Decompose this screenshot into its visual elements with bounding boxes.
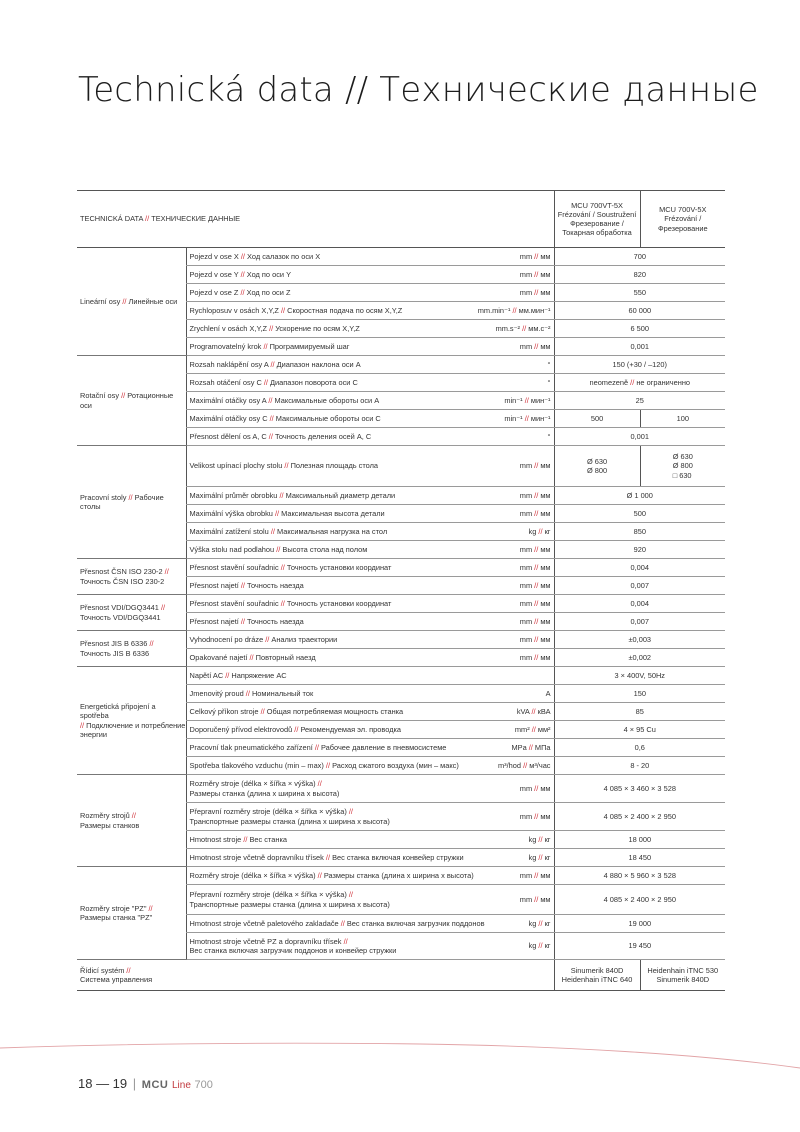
row-value: 0,004 [554,559,725,577]
page-numbers: 18 — 19 [78,1076,128,1091]
technical-data-table [77,190,725,991]
row-label: Spotřeba tlakového vzduchu (min – max) // Расход сжатого воздуха (мин – макс) [186,757,407,775]
row-value: ±0,003 [554,631,725,649]
page-title: Technická data // Технические данные [78,70,759,110]
row-unit: ° [407,428,554,446]
row-label: Maximální výška obrobku // Максимальная высота детали [186,505,407,523]
row-label: Maximální otáčky osy A // Максимальные обороты оси A [186,392,407,410]
row-value: 18 450 [554,849,725,867]
row-unit: mm // мм [407,775,554,803]
row-label: Rychloposuv v osách X,Y,Z // Скоростная подача по осям X,Y,Z [186,302,407,320]
table-row [77,248,725,266]
row-value: 850 [554,523,725,541]
row-unit: mm // мм [407,487,554,505]
group-linear-axes: Lineární osy // Линейные оси [77,248,186,356]
row-label: Doporučený přívod elektrovodů // Рекомендуемая эл. проводка [186,721,407,739]
row-label: Rozměry stroje (délka × šířka × výška) // Размеры станка (длина x ширина x высота) [186,775,407,803]
brand-line: Line [171,1080,191,1091]
row-unit: mm // мм [407,595,554,613]
row-unit: kg // кг [407,915,554,933]
row-value-vt: Ø 630 Ø 800 [554,446,640,487]
row-value: 4 085 × 2 400 × 2 950 [554,803,725,831]
table-header [77,191,725,248]
row-value-vt: 500 [554,410,640,428]
row-unit: mm // мм [407,559,554,577]
row-unit: m³/hod // м³/час [407,757,554,775]
row-label: Pracovní tlak pneumatického zařízení // Рабочее давление в пневмосистеме [186,739,407,757]
row-label: Velikost upínací plochy stolu // Полезная площадь стола [186,446,407,487]
header-title: TECHNICKÁ DATA // ТЕХНИЧЕСКИЕ ДАННЫЕ [77,191,554,248]
table-row [77,356,725,374]
brand-mcu: MCU [141,1079,169,1091]
group-pz-dimensions: Rozměry stroje "PZ" // Размеры станка "PZ" [77,867,186,960]
row-label: Přesnost najetí // Точность наезда [186,613,407,631]
row-value: 8 - 20 [554,757,725,775]
row-unit: mm // мм [407,885,554,915]
row-label: Zrychlení v osách X,Y,Z // Ускорение по осям X,Y,Z [186,320,407,338]
row-value: 0,004 [554,595,725,613]
row-unit: kVA // кВА [407,703,554,721]
row-unit: mm // мм [407,284,554,302]
row-label: Maximální zatížení stolu // Максимальная нагрузка на стол [186,523,407,541]
row-value: 700 [554,248,725,266]
row-unit: kg // кг [407,831,554,849]
row-value: 18 000 [554,831,725,849]
table-row [77,667,725,685]
row-unit: MPa // МПа [407,739,554,757]
table-row [77,631,725,649]
row-label: Jmenovitý proud // Номинальный ток [186,685,407,703]
table-row [77,867,725,885]
control-value-vt: Sinumerik 840D Heidenhain iTNC 640 [554,960,640,991]
row-value: 0,007 [554,577,725,595]
table-row [77,559,725,577]
row-label: Přepravní rozměry stroje (délka × šířka × výška) // Транспортные размеры станка (длина x ширина x высота) [186,885,407,915]
group-accuracy-jis: Přesnost JIS B 6336 // Точность JIS B 6336 [77,631,186,667]
row-value: ±0,002 [554,649,725,667]
row-value: 6 500 [554,320,725,338]
row-label: Napětí AC // Напряжение AC [186,667,407,685]
row-value: 19 000 [554,915,725,933]
row-value: 85 [554,703,725,721]
row-unit: mm // мм [407,613,554,631]
row-label: Hmotnost stroje // Вес станка [186,831,407,849]
group-work-tables: Pracovní stoly // Рабочие столы [77,446,186,559]
row-value: 19 450 [554,933,725,960]
row-unit: mm.s⁻² // мм.с⁻² [407,320,554,338]
row-unit: kg // кг [407,849,554,867]
row-value: 920 [554,541,725,559]
row-unit: ° [407,374,554,392]
row-label: Pojezd v ose Z // Ход по оси Z [186,284,407,302]
row-unit: mm // мм [407,248,554,266]
row-unit: kg // кг [407,523,554,541]
brand-model: 700 [194,1079,213,1091]
row-value: 150 (+30 / –120) [554,356,725,374]
row-value: 0,007 [554,613,725,631]
row-unit: mm.min⁻¹ // мм.мин⁻¹ [407,302,554,320]
row-unit: mm // мм [407,505,554,523]
group-control-system: Řídicí systém // Система управления [77,960,554,991]
row-unit: mm // мм [407,631,554,649]
row-label: Pojezd v ose X // Ход салазок по оси X [186,248,407,266]
row-unit: mm // мм [407,338,554,356]
group-accuracy-csn: Přesnost ČSN ISO 230-2 // Точность ČSN ISO 230-2 [77,559,186,595]
group-energy: Energetická připojení a spotřeba // Подключение и потребление энергии [77,667,186,775]
row-label: Přesnost stavění souřadnic // Точность установки координат [186,595,407,613]
row-value: 550 [554,284,725,302]
row-unit: min⁻¹ // мин⁻¹ [407,392,554,410]
row-value: 4 × 95 Cu [554,721,725,739]
row-label: Přesnost stavění souřadnic // Точность установки координат [186,559,407,577]
row-label: Přesnost dělení os A, C // Точность деления осей A, C [186,428,407,446]
row-label: Programovatelný krok // Программируемый шаг [186,338,407,356]
row-value: 0,001 [554,338,725,356]
row-value: 60 000 [554,302,725,320]
row-label: Hmotnost stroje včetně dopravníku třísek // Вес станка включая конвейер стружки [186,849,407,867]
row-value: 150 [554,685,725,703]
row-value: 4 085 × 2 400 × 2 950 [554,885,725,915]
row-unit: mm // мм [407,577,554,595]
row-label: Rozměry stroje (délka × šířka × výška) // Размеры станка (длина x ширина x высота) [186,867,407,885]
row-value: 4 880 × 5 960 × 3 528 [554,867,725,885]
row-value: 500 [554,505,725,523]
table-row [77,446,725,487]
row-label: Maximální otáčky osy C // Максимальные обороты оси C [186,410,407,428]
row-value: 3 × 400V, 50Hz [554,667,725,685]
row-label: Vyhodnocení po dráze // Анализ траектории [186,631,407,649]
row-unit [407,667,554,685]
row-label: Rozsah otáčení osy C // Диапазон поворота оси C [186,374,407,392]
row-unit: mm² // мм² [407,721,554,739]
group-rotary-axes: Rotační osy // Ротационные оси [77,356,186,446]
row-label: Hmotnost stroje včetně paletového zakladače // Вес станка включая загрузчик поддонов [186,915,407,933]
row-unit: A [407,685,554,703]
table-row [77,775,725,803]
row-value-v: 100 [640,410,725,428]
row-value: 0,6 [554,739,725,757]
header-mcu-700vt-5x: MCU 700VT-5X Frézování / Soustružení Фрезерование / Токарная обработка [554,191,640,248]
row-unit: mm // мм [407,867,554,885]
row-unit: ° [407,356,554,374]
footer-divider: | [132,1076,137,1091]
row-value: 0,001 [554,428,725,446]
row-unit: mm // мм [407,446,554,487]
control-value-v: Heidenhain iTNC 530 Sinumerik 840D [640,960,725,991]
row-value: neomezeně // не ограниченно [554,374,725,392]
row-unit: mm // мм [407,266,554,284]
row-label: Opakované najetí // Повторный наезд [186,649,407,667]
row-value: 25 [554,392,725,410]
row-unit: kg // кг [407,933,554,960]
row-label: Přepravní rozměry stroje (délka × šířka × výška) // Транспортные размеры станка (длина x ширина x высота) [186,803,407,831]
row-label: Maximální průměr obrobku // Максимальный диаметр детали [186,487,407,505]
row-label: Hmotnost stroje včetně PZ a dopravníku třísek // Вес станка включая загрузчик поддонов и конвейер стружки [186,933,407,960]
page-footer [78,1076,213,1091]
row-unit: mm // мм [407,649,554,667]
table-row [77,595,725,613]
group-accuracy-vdi: Přesnost VDI/DGQ3441 // Точность VDI/DGQ3441 [77,595,186,631]
header-mcu-700v-5x: MCU 700V-5X Frézování / Фрезерование [640,191,725,248]
row-label: Celkový příkon stroje // Общая потребляемая мощность станка [186,703,407,721]
table-row [77,960,725,991]
row-label: Rozsah naklápění osy A // Диапазон наклона оси A [186,356,407,374]
row-unit: mm // мм [407,541,554,559]
group-machine-dimensions: Rozměry strojů // Размеры станков [77,775,186,867]
row-value: 820 [554,266,725,284]
row-label: Výška stolu nad podlahou // Высота стола над полом [186,541,407,559]
row-value-v: Ø 630 Ø 800 □ 630 [640,446,725,487]
row-value: 4 085 × 3 460 × 3 528 [554,775,725,803]
row-value: Ø 1 000 [554,487,725,505]
row-unit: min⁻¹ // мин⁻¹ [407,410,554,428]
row-unit: mm // мм [407,803,554,831]
row-label: Pojezd v ose Y // Ход по оси Y [186,266,407,284]
row-label: Přesnost najetí // Точность наезда [186,577,407,595]
